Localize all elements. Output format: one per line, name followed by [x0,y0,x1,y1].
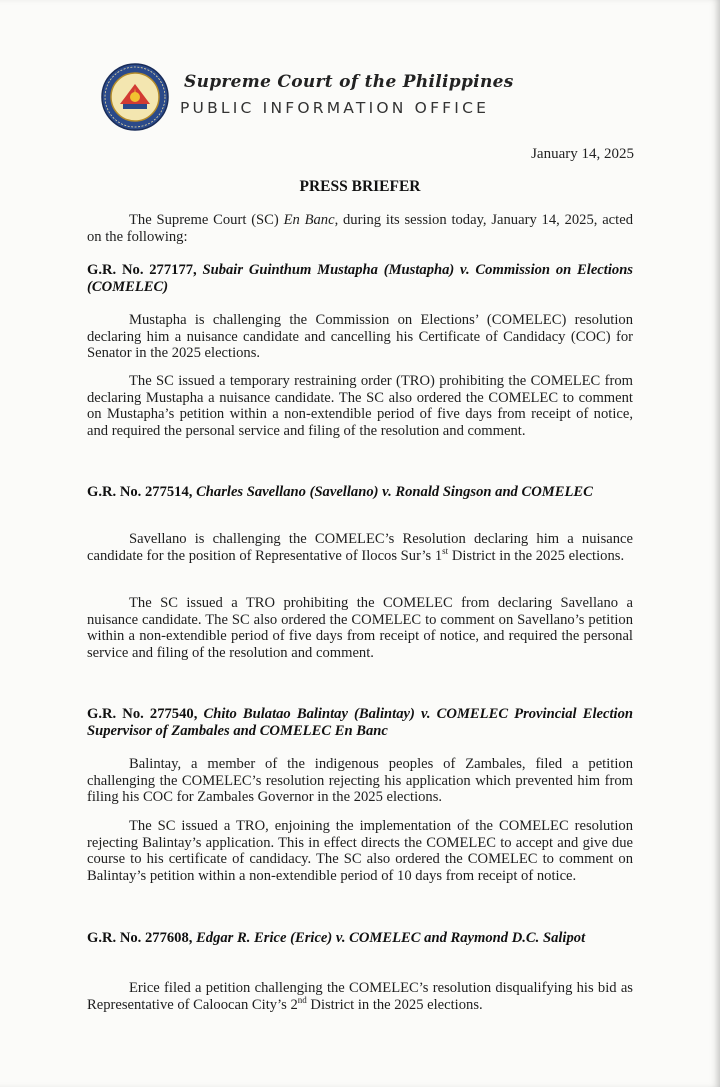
paragraph-text: District in the 2025 elections. [306,996,483,1013]
case-paragraph [87,980,633,1013]
case-4-summary [87,980,633,1013]
case-parties: Chito Bulatao Balintay (Balintay) v. COMELEC Provincial Election Supervisor of Zambales and COMELEC En Banc [87,706,633,739]
intro-paragraph [87,212,633,245]
ordinal-suffix: st [442,545,449,556]
case-heading [87,706,633,739]
case-parties: Subair Guinthum Mustapha (Mustapha) v. Commission on Elections (COMELEC) [87,262,633,295]
office-name: PUBLIC INFORMATION OFFICE [180,99,490,117]
case-heading [87,484,633,501]
intro-text-end: , during its session today, January 14, 2025, acted on the following: [87,212,633,245]
case-3-summary [87,756,633,806]
supreme-court-seal-icon [100,62,170,132]
case-paragraph: Balintay, a member of the indigenous peoples of Zambales, filed a petition challenging the COMELEC’s resolution rejecting his application which prevented him from filing his COC for Zambales Governor in the 2025 elections. [87,756,633,805]
case-3 [87,706,633,739]
case-number: G.R. No. 277177, [87,262,203,278]
intro-text-en-banc: En Banc [283,212,335,228]
briefer-date: January 14, 2025 [531,146,634,162]
case-paragraph: The SC issued a TRO prohibiting the COMELEC from declaring Savellano a nuisance candidate. The SC also ordered the COMELEC to comment on Savellano’s petition within a non-extendible period of five days from receipt of notice, and required the personal service and filing of the resolution and comment. [87,595,633,661]
case-heading [87,930,633,947]
case-number: G.R. No. 277540, [87,706,204,722]
case-paragraph: The SC issued a temporary restraining order (TRO) prohibiting the COMELEC from declaring Mustapha a nuisance candidate. The SC also ordered the COMELEC to comment on Mustapha’s petition within a non-extendible period of five days from receipt of notice, and required the personal service and filing of the resolution and comment. [87,373,633,439]
case-1-summary [87,312,633,362]
paragraph-text: District in the 2025 elections. [448,547,625,564]
case-number: G.R. No. 277514, [87,484,197,500]
case-1-action [87,373,633,439]
paragraph-text: Erice filed a petition challenging the COMELEC’s resolution disqualifying his bid as Representative of Caloocan City’s 2 [87,980,633,1013]
court-name: Supreme Court of the Philippines [184,72,514,92]
case-parties: Edgar R. Erice (Erice) v. COMELEC and Raymond D.C. Salipot [196,930,586,946]
paragraph-text: Savellano is challenging the COMELEC’s Resolution declaring him a nuisance candidate for the position of Representative of Ilocos Sur’s 1 [87,531,633,564]
case-paragraph: Mustapha is challenging the Commission on Elections’ (COMELEC) resolution declaring him a nuisance candidate and cancelling his Certificate of Candidacy (COC) for Senator in the 2025 elections. [87,312,633,361]
case-paragraph: The SC issued a TRO, enjoining the implementation of the COMELEC resolution rejecting Balintay’s application. This in effect directs the COMELEC to accept and give due course to his certificate of candidacy. The SC also ordered the COMELEC to comment on Balintay’s petition within a non-extendible period of 10 days from receipt of notice. [87,818,633,884]
case-3-action [87,818,633,884]
case-2-summary [87,531,633,564]
page-title: PRESS BRIEFER [299,178,421,195]
intro-text-start: The Supreme Court (SC) [129,212,284,228]
case-2 [87,484,633,501]
case-4 [87,930,633,947]
case-2-action [87,595,633,661]
case-paragraph [87,531,633,564]
case-parties: Charles Savellano (Savellano) v. Ronald Singson and COMELEC [196,484,593,500]
ordinal-suffix: nd [297,994,307,1005]
letterhead [100,62,660,132]
case-number: G.R. No. 277608, [87,930,197,946]
case-1 [87,262,633,295]
case-heading [87,262,633,295]
